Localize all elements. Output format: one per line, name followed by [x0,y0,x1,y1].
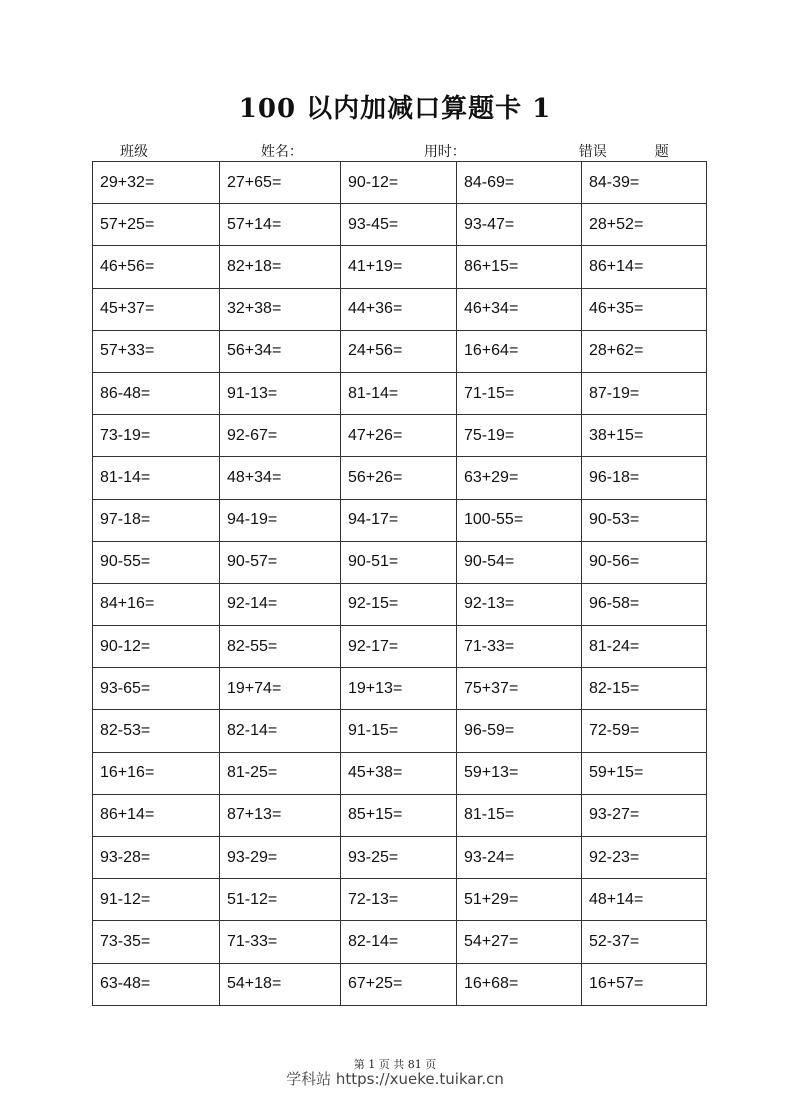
problem-cell: 93-47= [457,204,582,246]
problem-cell: 93-24= [457,837,582,879]
problem-cell: 48+14= [582,879,707,921]
problem-cell: 45+38= [341,752,457,794]
problem-cell: 82+18= [220,246,341,288]
problem-row [93,372,707,414]
problem-cell: 97-18= [93,499,220,541]
problem-cell: 96-58= [582,583,707,625]
problem-cell: 90-56= [582,541,707,583]
errors-suffix: 题 [654,144,669,160]
problem-cell: 71-33= [220,921,341,963]
problem-cell: 28+62= [582,330,707,372]
problem-cell: 67+25= [341,963,457,1005]
problem-cell: 16+16= [93,752,220,794]
problem-cell: 82-53= [93,710,220,752]
problem-row [93,879,707,921]
problem-cell: 91-15= [341,710,457,752]
problem-cell: 48+34= [220,457,341,499]
problem-cell: 92-67= [220,415,341,457]
problem-cell: 90-53= [582,499,707,541]
problem-cell: 44+36= [341,288,457,330]
problem-cell: 27+65= [220,162,341,204]
problem-grid [92,161,707,1006]
problem-cell: 59+15= [582,752,707,794]
problem-cell: 92-14= [220,583,341,625]
problem-cell: 63+29= [457,457,582,499]
problem-cell: 93-25= [341,837,457,879]
problem-grid-body [93,162,707,1006]
problem-row [93,457,707,499]
problem-row [93,499,707,541]
problem-cell: 82-14= [341,921,457,963]
problem-cell: 92-13= [457,583,582,625]
problem-cell: 73-35= [93,921,220,963]
problem-cell: 84-39= [582,162,707,204]
problem-cell: 87+13= [220,794,341,836]
student-info-row [120,142,669,162]
problem-cell: 85+15= [341,794,457,836]
problem-row [93,415,707,457]
problem-cell: 90-51= [341,541,457,583]
problem-cell: 57+25= [93,204,220,246]
name-label: 姓名： [260,144,303,160]
problem-cell: 86+14= [582,246,707,288]
problem-cell: 54+18= [220,963,341,1005]
problem-cell: 94-19= [220,499,341,541]
problem-cell: 72-13= [341,879,457,921]
problem-cell: 84-69= [457,162,582,204]
problem-cell: 90-12= [341,162,457,204]
problem-row [93,794,707,836]
problem-row [93,752,707,794]
problem-cell: 71-15= [457,372,582,414]
problem-row [93,626,707,668]
problem-cell: 19+13= [341,668,457,710]
problem-row [93,246,707,288]
problem-cell: 59+13= [457,752,582,794]
problem-cell: 46+35= [582,288,707,330]
problem-cell: 96-59= [457,710,582,752]
errors-label: 错误 [578,144,607,160]
class-label: 班级 [120,144,148,160]
problem-cell: 51+29= [457,879,582,921]
errors-blank [607,146,655,162]
problem-cell: 86+15= [457,246,582,288]
problem-row [93,710,707,752]
problem-cell: 93-45= [341,204,457,246]
problem-cell: 51-12= [220,879,341,921]
problem-cell: 24+56= [341,330,457,372]
problem-cell: 82-55= [220,626,341,668]
problem-cell: 93-29= [220,837,341,879]
problem-cell: 47+26= [341,415,457,457]
problem-cell: 19+74= [220,668,341,710]
problem-cell: 63-48= [93,963,220,1005]
problem-cell: 52-37= [582,921,707,963]
problem-cell: 16+64= [457,330,582,372]
problem-row [93,668,707,710]
problem-cell: 81-24= [582,626,707,668]
name-blank [303,146,407,162]
problem-cell: 92-23= [582,837,707,879]
time-blank [466,146,554,162]
problem-cell: 96-18= [582,457,707,499]
problem-row [93,162,707,204]
problem-row [93,204,707,246]
problem-cell: 82-15= [582,668,707,710]
problem-cell: 92-17= [341,626,457,668]
problem-cell: 86-48= [93,372,220,414]
problem-cell: 81-14= [93,457,220,499]
problem-row [93,837,707,879]
problem-cell: 73-19= [93,415,220,457]
problem-cell: 90-57= [220,541,341,583]
page-indicator: 第 1 页 共 81 页 [353,1058,437,1071]
time-label: 用时： [423,144,466,160]
problem-row [93,541,707,583]
problem-cell: 16+68= [457,963,582,1005]
problem-cell: 90-54= [457,541,582,583]
class-blank [148,146,244,162]
problem-row [93,583,707,625]
problem-cell: 57+33= [93,330,220,372]
problem-cell: 57+14= [220,204,341,246]
problem-cell: 81-25= [220,752,341,794]
problem-cell: 32+38= [220,288,341,330]
problem-cell: 84+16= [93,583,220,625]
problem-row [93,963,707,1005]
problem-cell: 46+56= [93,246,220,288]
problem-cell: 28+52= [582,204,707,246]
problem-cell: 75-19= [457,415,582,457]
problem-cell: 86+14= [93,794,220,836]
problem-cell: 93-65= [93,668,220,710]
problem-cell: 90-12= [93,626,220,668]
problem-row [93,330,707,372]
problem-cell: 92-15= [341,583,457,625]
problem-cell: 81-14= [341,372,457,414]
problem-cell: 100-55= [457,499,582,541]
problem-cell: 29+32= [93,162,220,204]
problem-cell: 93-27= [582,794,707,836]
problem-cell: 56+26= [341,457,457,499]
problem-cell: 45+37= [93,288,220,330]
problem-cell: 54+27= [457,921,582,963]
problem-cell: 72-59= [582,710,707,752]
problem-cell: 38+15= [582,415,707,457]
problem-cell: 56+34= [220,330,341,372]
problem-cell: 46+34= [457,288,582,330]
problem-cell: 91-12= [93,879,220,921]
problem-cell: 41+19= [341,246,457,288]
problem-cell: 16+57= [582,963,707,1005]
problem-cell: 81-15= [457,794,582,836]
problem-cell: 91-13= [220,372,341,414]
problem-cell: 90-55= [93,541,220,583]
problem-cell: 75+37= [457,668,582,710]
problem-cell: 71-33= [457,626,582,668]
problem-cell: 87-19= [582,372,707,414]
site-watermark: 学科站 https://xueke.tuikar.cn [286,1070,504,1088]
problem-row [93,288,707,330]
problem-cell: 93-28= [93,837,220,879]
problem-cell: 82-14= [220,710,341,752]
page-title: 100 以内加减口算题卡 1 [238,94,552,124]
problem-row [93,921,707,963]
problem-cell: 94-17= [341,499,457,541]
